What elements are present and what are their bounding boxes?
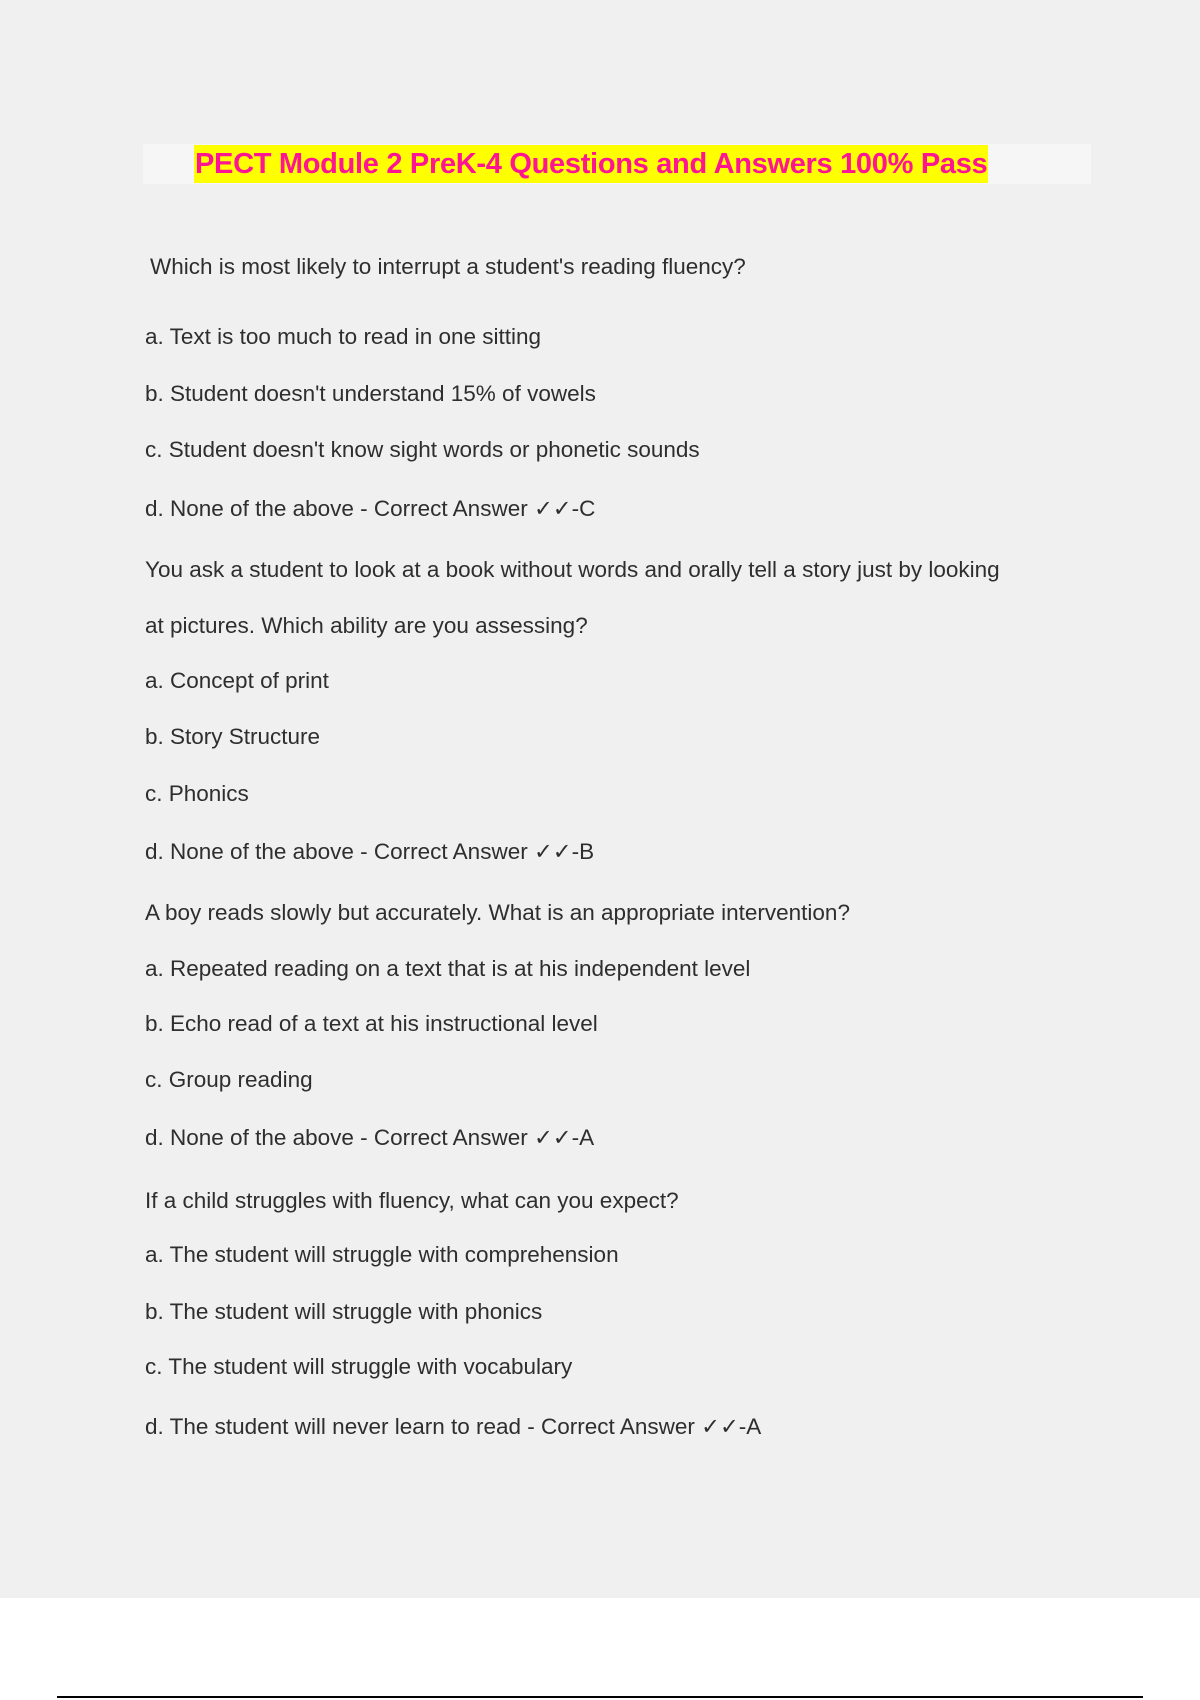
question-4-option-b: b. The student will struggle with phonics (145, 1299, 543, 1324)
question-2-option-b: b. Story Structure (145, 724, 321, 749)
question-4-option-d-answer: d. The student will never learn to read - Correct Answer ✓✓-A (145, 1414, 762, 1439)
question-2-option-c: c. Phonics (145, 781, 249, 806)
question-2-prompt-line-1: You ask a student to look at a book without words and orally tell a story just by looking (145, 557, 1000, 582)
question-1-option-b: b. Student doesn't understand 15% of vowels (145, 381, 596, 406)
question-3-option-c: c. Group reading (145, 1067, 313, 1092)
question-3-option-b: b. Echo read of a text at his instructional level (145, 1011, 598, 1036)
question-1-prompt: Which is most likely to interrupt a student's reading fluency? (150, 254, 746, 279)
question-3-option-a: a. Repeated reading on a text that is at his independent level (145, 956, 751, 981)
question-2-option-a: a. Concept of print (145, 668, 329, 693)
footer-rule (57, 1696, 1143, 1698)
question-2-option-d-answer: d. None of the above - Correct Answer ✓✓-B (145, 839, 595, 864)
question-4-option-c: c. The student will struggle with vocabulary (145, 1354, 573, 1379)
question-3-option-d-answer: d. None of the above - Correct Answer ✓✓-A (145, 1125, 595, 1150)
question-1-option-d-answer: d. None of the above - Correct Answer ✓✓-C (145, 496, 596, 521)
question-2-prompt-line-2: at pictures. Which ability are you assessing? (145, 613, 588, 638)
document-title: PECT Module 2 PreK-4 Questions and Answers 100% Pass (194, 145, 988, 183)
question-4-option-a: a. The student will struggle with comprehension (145, 1242, 619, 1267)
question-1-option-c: c. Student doesn't know sight words or phonetic sounds (145, 437, 700, 462)
question-3-prompt: A boy reads slowly but accurately. What is an appropriate intervention? (145, 900, 850, 925)
question-4-prompt: If a child struggles with fluency, what can you expect? (145, 1188, 679, 1213)
question-1-option-a: a. Text is too much to read in one sitting (145, 324, 542, 349)
